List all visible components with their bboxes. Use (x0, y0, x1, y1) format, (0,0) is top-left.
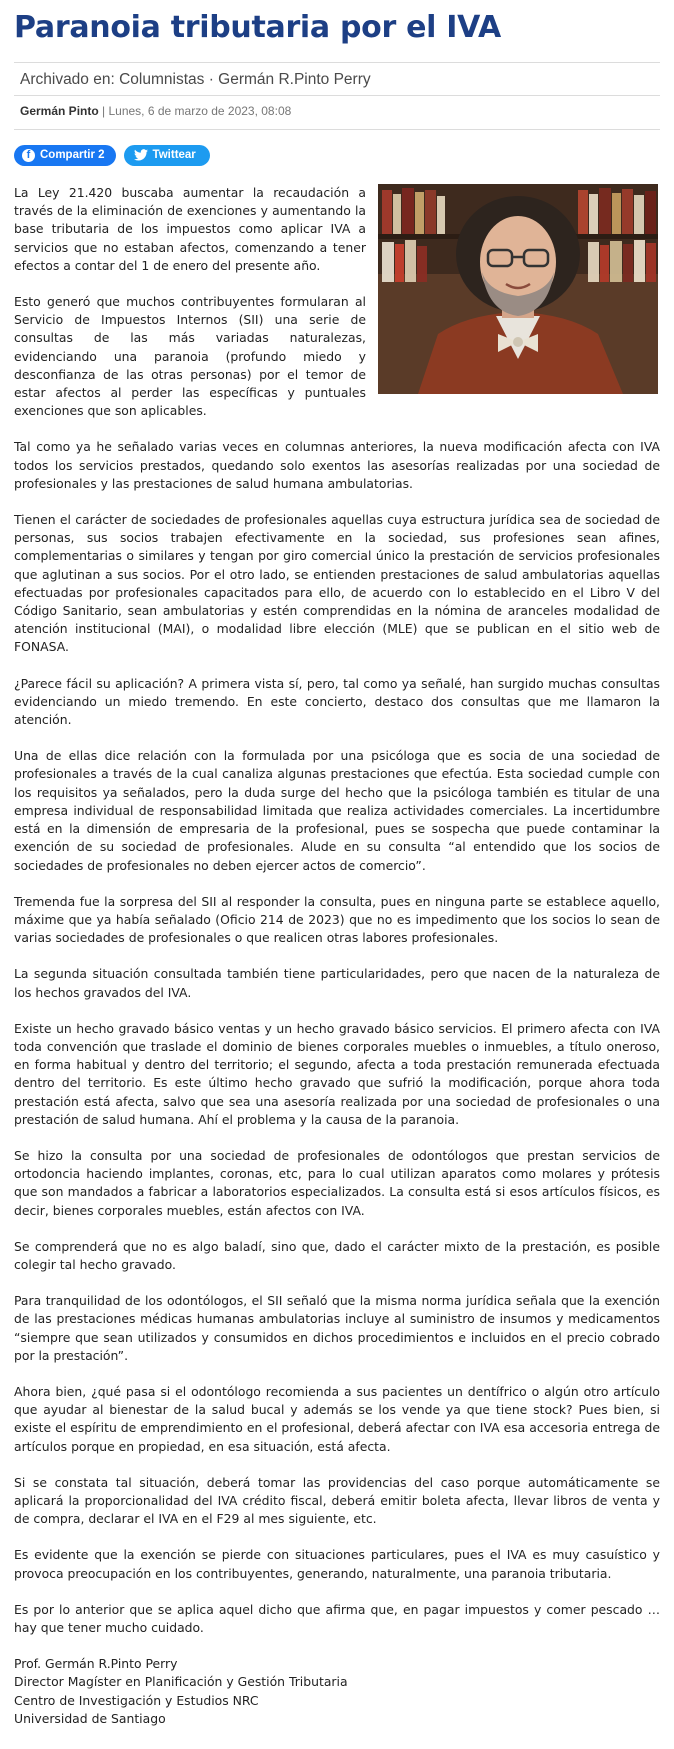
paragraph: Ahora bien, ¿qué pasa si el odontólogo recomienda a sus pacientes un dentífrico o algún otro artículo que ayudar al bienestar de la salud bucal y además se los vende ya que tiene stock? Pues bien, si existe el espíritu de emprendimiento en el profesional, deberá afectar con IVA esa accesoria entrega de artículos porque en propiedad, en esa situación, está afecta. (14, 1383, 660, 1454)
paragraph: Tal como ya he señalado varias veces en columnas anteriores, la nueva modificación afecta con IVA todos los servicios prestados, quedando solo exentos las asesorías realizadas por una sociedad de profesionales y las prestaciones de salud humana ambulatorias. (14, 439, 660, 491)
paragraph: Para tranquilidad de los odontólogos, el SII señaló que la misma norma jurídica señala que la exención de las prestaciones médicas humanas ambulatorias incluye al suministro de insumos y medicamentos “siempre que sean utilizados y consumidos en dichos procedimientos e incluidos en el precio cobrado por la prestación”. (14, 1293, 660, 1363)
archive-line (14, 62, 660, 96)
signature-line: Universidad de Santiago (14, 1710, 166, 1726)
article-title: Paranoia tributaria por el IVA (14, 10, 501, 45)
archive-category-link[interactable]: Columnistas (119, 71, 205, 88)
article-body (14, 184, 660, 1728)
author-photo (378, 184, 658, 394)
paragraph: ¿Parece fácil su aplicación? A primera vista sí, pero, tal como ya señalé, han surgido muchas consultas evidenciando un miedo tremendo. En este concierto, destaco dos consultas que me llamaron la atención. (14, 675, 660, 728)
share-buttons (14, 144, 660, 166)
signature-line: Centro de Investigación y Estudios NRC (14, 1692, 259, 1708)
archive-prefix: Archivado en: (20, 71, 120, 88)
paragraph: La Ley 21.420 buscaba aumentar la recaudación a través de la eliminación de exenciones y aumentando la base tributaria de los impuestos como aplicar IVA a servicios que no estaban afectos, comenzando a tener efectos a contar del 1 de enero del presente año. (14, 185, 366, 273)
signature-line: Prof. Germán R.Pinto Perry (14, 1656, 178, 1672)
paragraph: Tienen el carácter de sociedades de profesionales aquellas cuya estructura jurídica sea de sociedad de personas, sus socios trabajen efectivamente en la sociedad, sus profesiones sean afines, complementarias o similares y tengan por giro comercial único la prestación de servicios profesionales que aglutinan a sus socios. Por el otro lado, se entienden prestaciones de salud ambulatorias aquellas efectuadas por profesionales capacitados para ello, de acuerdo con lo establecido en el Libro V del Código Sanitario, sean ambulatorias y estén comprendidas en la nómina de aranceles modalidad de atención institucional (MAI), o modalidad libre elección (MLE) que se publican en el sitio web de FONASA. (14, 512, 660, 655)
paragraph: Se hizo la consulta por una sociedad de profesionales de odontólogos que prestan servicios de ortodoncia haciendo implantes, coronas, etc, para lo cual utilizan aparatos como molares y prótesis que son mandados a fabricar a laboratorios especializados. La consulta está si esos artículos físicos, es decir, bienes corporales muebles, están afectos con IVA. (14, 1147, 660, 1218)
paragraph: Una de ellas dice relación con la formulada por una psicóloga que es socia de una sociedad de profesionales a través de la cual canaliza algunas prestaciones que efectúa. Esta sociedad cumple con los requisitos ya señalados, pero la duda surge del hecho que la psicóloga también es titular de una empresa individual de responsabilidad limitada que realiza actividades comerciales. La incertidumbre está en la dimensión de empresaria de la profesional, pues se sospecha que puede contaminar la exención de su sociedad de profesionales. Alude en su consulta “al entendido que los socios de sociedades de profesionales no deben ejercer actos de comercio”. (14, 748, 660, 873)
paragraph: Existe un hecho gravado básico ventas y un hecho gravado básico servicios. El primero afecta con IVA toda convención que traslade el dominio de bienes corporales muebles o inmuebles, a título oneroso, en forma habitual y dentro del territorio; el segundo, afecta a toda prestación remunerada efectuada dentro del territorio. Es este último hecho gravado que sufrió la modificación, porque ahora toda prestación está afecta, salvo que sea una asesoría realizada por una sociedad de profesionales o una prestación de salud humana. Ahí el problema y la causa de la paranoia. (14, 1020, 660, 1127)
twitter-share-label: Twittear (152, 149, 196, 161)
archive-separator: · (208, 71, 219, 88)
byline-separator: | (102, 104, 109, 118)
archive-author-link[interactable]: Germán R.Pinto Perry (218, 71, 371, 88)
paragraph: La segunda situación consultada también tiene particularidades, pero que nacen de la naturaleza de los hechos gravados del IVA. (14, 966, 660, 1000)
paragraph: Esto generó que muchos contribuyentes formularan al Servicio de Impuestos Internos (SII) una serie de consultas de las más variadas naturalezas, evidenciando una paranoia (profundo miedo y desconfianza de las otras personas) por el temor de estar afectos al perder las específicas y puntuales exenciones que son aplicables. (14, 294, 366, 419)
paragraph: Se comprenderá que no es algo baladí, sino que, dado el carácter mixto de la prestación, es posible colegir tal hecho gravado. (14, 1238, 660, 1272)
paragraph: Es evidente que la exención se pierde con situaciones particulares, pues el IVA es muy casuístico y provoca preocupación en los contribuyentes, generando, naturalmente, una paranoia tributaria. (14, 1547, 660, 1581)
facebook-share-button[interactable] (14, 145, 116, 166)
author-signature (14, 1655, 660, 1728)
byline (14, 96, 660, 130)
twitter-share-button[interactable] (124, 145, 210, 166)
facebook-share-label: Compartir 2 (40, 149, 105, 161)
byline-date: Lunes, 6 de marzo de 2023, 08:08 (108, 104, 292, 118)
signature-line: Director Magíster en Planificación y Gestión Tributaria (14, 1674, 348, 1690)
byline-author: Germán Pinto (20, 104, 99, 118)
author-portrait-illustration (378, 184, 658, 394)
paragraph: Si se constata tal situación, deberá tomar las providencias del caso porque automáticamente se aplicará la proporcionalidad del IVA crédito fiscal, deberá emitir boleta afecta, llevar libros de venta y de compra, declarar el IVA en el F29 al mes siguiente, etc. (14, 1474, 660, 1527)
facebook-icon: f (22, 149, 35, 162)
paragraph: Tremenda fue la sorpresa del SII al responder la consulta, pues en ninguna parte se establece aquello, máxime que ya había señalado (Oficio 214 de 2023) que no es impedimento que los socios lo sean de varias sociedades de profesionales o que realicen otras labores profesionales. (14, 893, 660, 946)
twitter-bird-icon (134, 149, 148, 161)
paragraph: Es por lo anterior que se aplica aquel dicho que afirma que, en pagar impuestos y comer pescado … hay que tener mucho cuidado. (14, 1601, 660, 1635)
